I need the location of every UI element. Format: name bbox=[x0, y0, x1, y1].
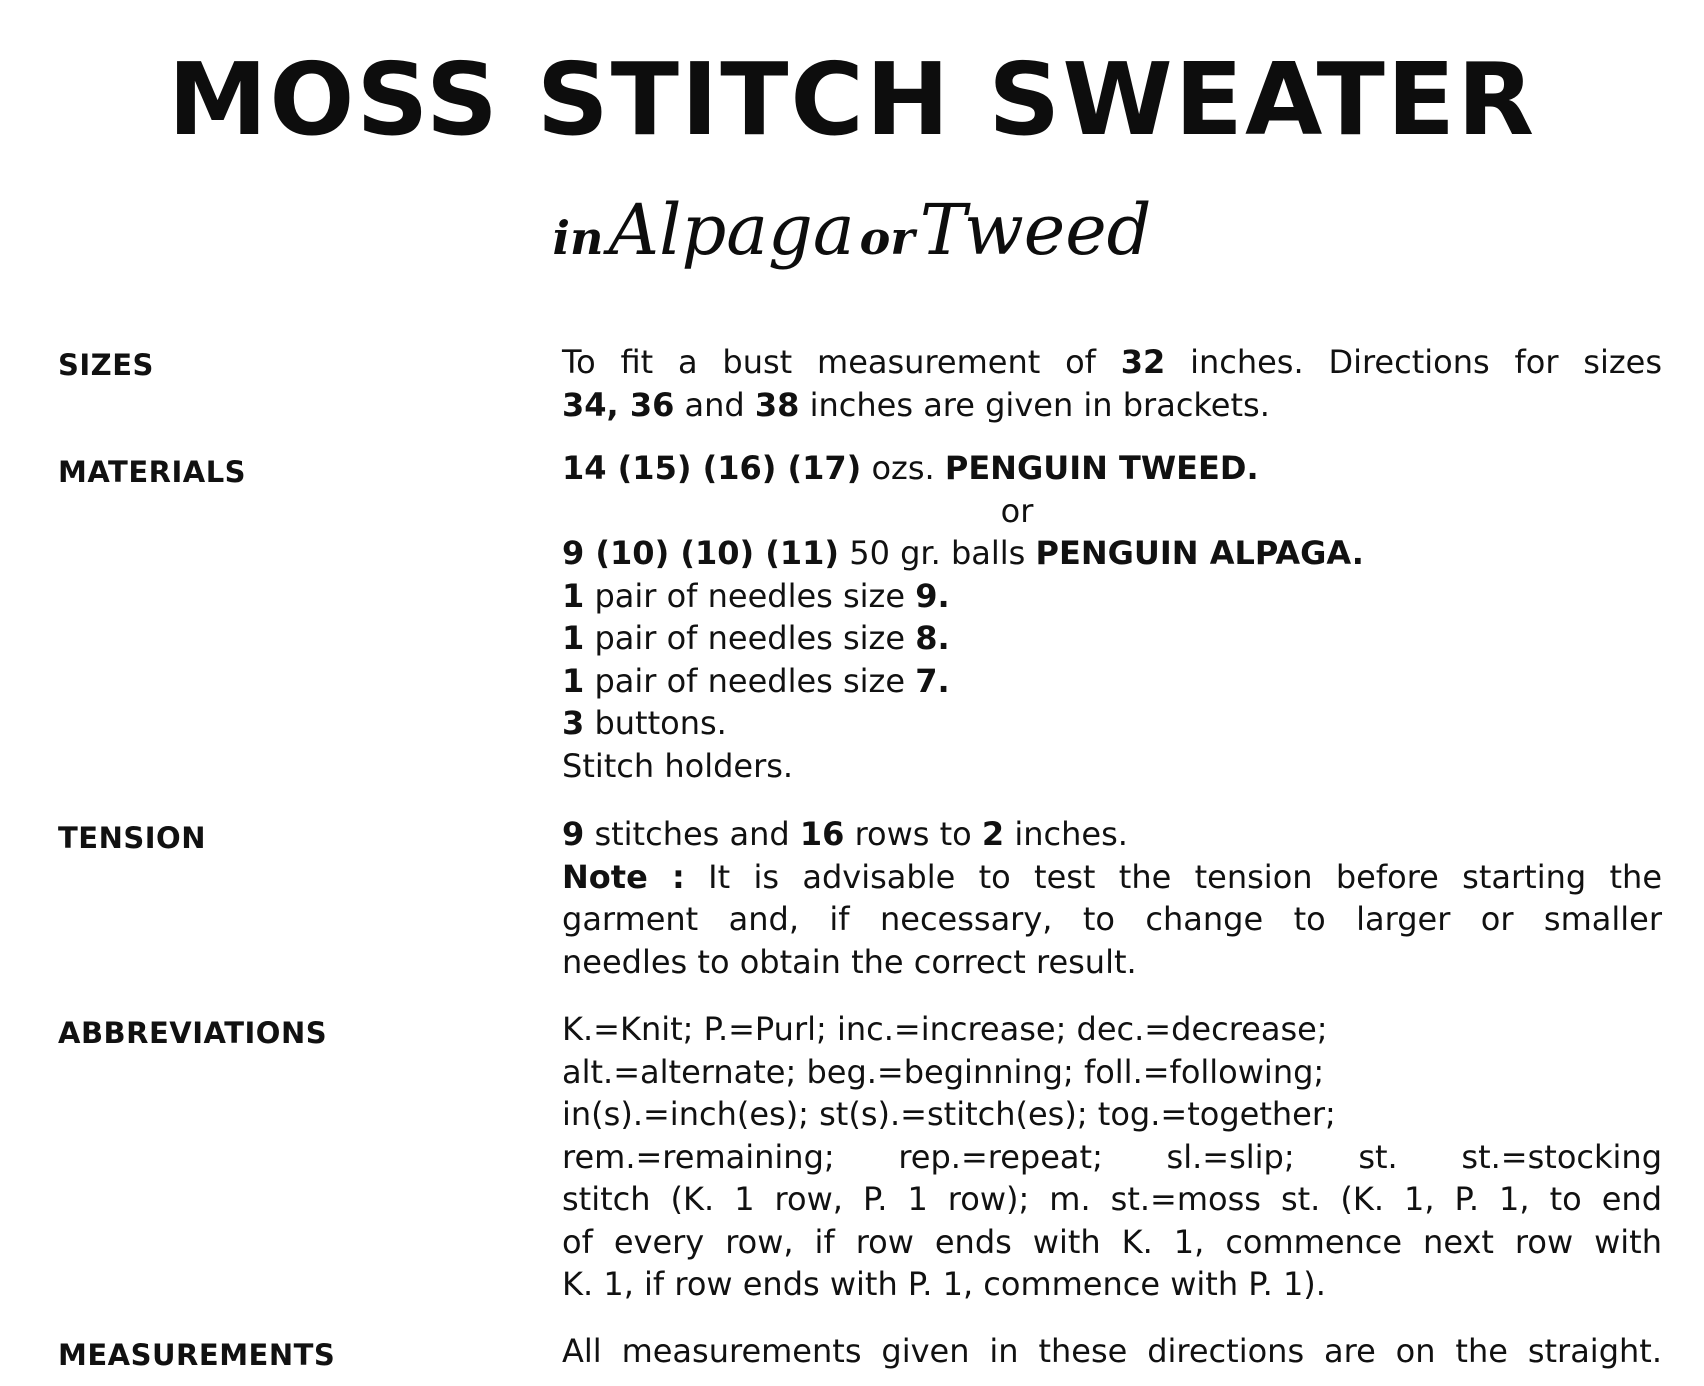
bold-value: 1 bbox=[562, 576, 585, 615]
materials-line-alpaga bbox=[562, 532, 1662, 575]
abbreviations-line-2: alt.=alternate; beg.=beginning; foll.=following; bbox=[562, 1052, 1325, 1091]
materials-line-tweed bbox=[562, 447, 1662, 490]
materials-line-buttons bbox=[562, 702, 1662, 745]
subtitle-tweed: Tweed bbox=[919, 189, 1152, 271]
measurements-label: MEASUREMENTS bbox=[58, 1338, 336, 1372]
text: pair of needles size bbox=[584, 619, 916, 657]
bold-value: PENGUIN TWEED. bbox=[944, 449, 1259, 487]
text: and bbox=[674, 385, 755, 424]
bold-value: 9 bbox=[562, 815, 585, 853]
subtitle-alpaga: Alpaga bbox=[608, 189, 855, 271]
subtitle-in: in bbox=[552, 211, 604, 265]
measurements-line-1: All measurements given in these directions are on the straight. bbox=[562, 1332, 1662, 1370]
tension-body bbox=[562, 813, 1662, 983]
text: inches are given in brackets. bbox=[799, 385, 1270, 424]
bold-value: 7. bbox=[915, 661, 950, 700]
sizes-line-1 bbox=[562, 341, 1662, 384]
bold-value: 1 bbox=[562, 661, 585, 700]
abbreviations-line-1: K.=Knit; P.=Purl; inc.=increase; dec.=decrease; bbox=[562, 1010, 1328, 1048]
page-title: MOSS STITCH SWEATER bbox=[167, 41, 1537, 158]
sizes-line-2 bbox=[562, 384, 1662, 427]
text: pair of needles size bbox=[584, 661, 916, 700]
abbreviations-label: ABBREVIATIONS bbox=[58, 1016, 328, 1050]
text: buttons. bbox=[584, 704, 727, 742]
tension-note-line-3: needles to obtain the correct result. bbox=[562, 942, 1137, 981]
abbreviations-line-4: rem.=remaining; rep.=repeat; sl.=slip; st. st.=stocking bbox=[562, 1137, 1662, 1176]
tension-note-line-2: garment and, if necessary, to change to larger or smaller bbox=[562, 900, 1662, 938]
bold-value: 9 (10) (10) (11) bbox=[562, 534, 840, 572]
materials-or: or bbox=[1000, 491, 1034, 530]
text: To fit a bust measurement of bbox=[562, 343, 1121, 381]
bold-value: 1 bbox=[562, 619, 585, 657]
text: rows to bbox=[844, 815, 982, 853]
text: inches. bbox=[1004, 815, 1128, 853]
tension-line-1 bbox=[562, 813, 1662, 856]
sizes-body bbox=[562, 341, 1662, 426]
bold-value: 16 bbox=[799, 815, 845, 853]
bold-value: 2 bbox=[981, 815, 1005, 853]
abbreviations-line-7: K. 1, if row ends with P. 1, commence with P. 1). bbox=[562, 1265, 1326, 1303]
bold-value: 32 bbox=[1120, 343, 1166, 381]
bold-value: 8. bbox=[915, 619, 950, 657]
bold-value: 3 bbox=[562, 704, 585, 742]
text: pair of needles size bbox=[584, 576, 916, 615]
materials-label: MATERIALS bbox=[58, 455, 247, 489]
bold-value: 14 (15) (16) (17) bbox=[562, 449, 862, 487]
bold-value: 9. bbox=[915, 576, 950, 615]
materials-line-needles-9 bbox=[562, 575, 1662, 618]
text: stitches and bbox=[584, 815, 800, 853]
bold-value: 34, 36 bbox=[562, 385, 675, 424]
abbreviations-line-6: of every row, if row ends with K. 1, commence next row with bbox=[562, 1222, 1662, 1261]
materials-body bbox=[562, 447, 1662, 787]
subtitle-or: or bbox=[859, 211, 915, 265]
abbreviations-body bbox=[562, 1008, 1662, 1306]
tension-note-line-1 bbox=[562, 856, 1662, 899]
measurements-body bbox=[562, 1330, 1662, 1373]
materials-line-needles-8 bbox=[562, 617, 1662, 660]
text: It is advisable to test the tension before starting the bbox=[684, 857, 1663, 896]
bold-value: PENGUIN ALPAGA. bbox=[1035, 534, 1364, 572]
materials-line-needles-7 bbox=[562, 660, 1662, 703]
materials-line-holders: Stitch holders. bbox=[562, 746, 794, 785]
note-label: Note : bbox=[562, 857, 685, 896]
text: inches. Directions for sizes bbox=[1165, 343, 1663, 381]
bold-value: 38 bbox=[754, 385, 800, 424]
sizes-label: SIZES bbox=[58, 348, 154, 382]
abbreviations-line-3: in(s).=inch(es); st(s).=stitch(es); tog.=together; bbox=[562, 1095, 1336, 1133]
text: ozs. bbox=[861, 449, 945, 487]
page-subtitle bbox=[0, 185, 1704, 294]
abbreviations-line-5: stitch (K. 1 row, P. 1 row); m. st.=moss st. (K. 1, P. 1, to end bbox=[562, 1180, 1662, 1218]
text: 50 gr. balls bbox=[839, 534, 1036, 572]
tension-label: TENSION bbox=[58, 821, 206, 855]
